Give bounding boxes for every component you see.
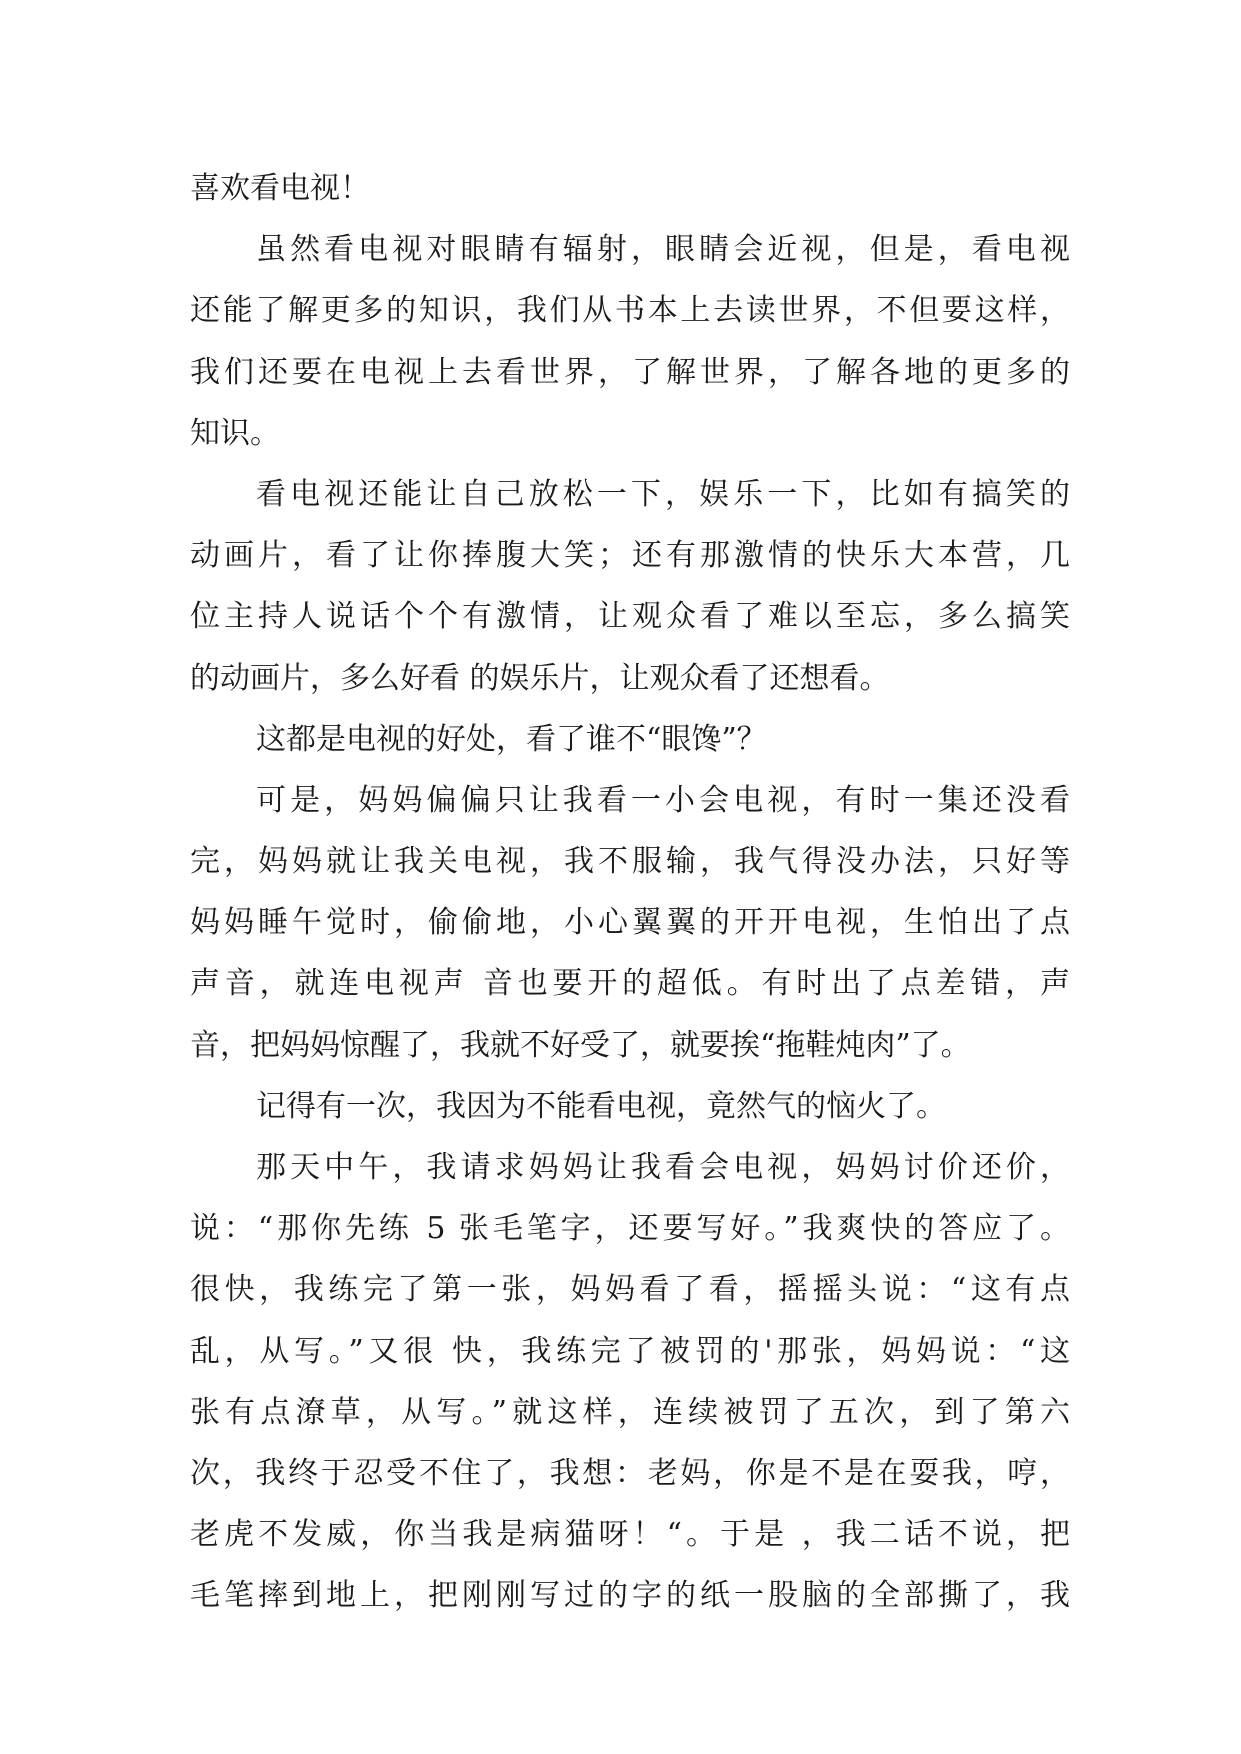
text-line: 完，妈妈就让我关电视，我不服输，我气得没办法，只好等: [190, 844, 1070, 880]
text-line: 很快，我练完了第一张，妈妈看了看，摇摇头说：“这有点: [190, 1272, 1070, 1308]
text-line: 喜欢看电视！: [190, 171, 370, 206]
text-line: 动画片，看了让你捧腹大笑；还有那激情的快乐大本营，几: [190, 538, 1070, 574]
text-line: 知识。: [190, 415, 280, 451]
text-line: 我们还要在电视上去看世界，了解世界，了解各地的更多的: [190, 354, 1070, 390]
text-line: 的动画片，多么好看 的娱乐片，让观众看了还想看。: [190, 660, 890, 696]
text-line: 看电视还能让自己放松一下，娱乐一下，比如有搞笑的: [256, 476, 1070, 512]
text-line: 张有点潦草，从写。”就这样，连续被罚了五次，到了第六: [190, 1394, 1070, 1430]
text-line: 音，把妈妈惊醒了，我就不好受了，就要挨“拖鞋炖肉”了。: [190, 1027, 971, 1063]
text-line: 乱，从写。”又很 快，我练完了被罚的'那张，妈妈说：“这: [190, 1333, 1070, 1369]
text-line: 这都是电视的好处，看了谁不“眼馋”？: [256, 721, 767, 757]
text-line: 声音，就连电视声 音也要开的超低。有时出了点差错，声: [190, 966, 1070, 1002]
text-line: 还能了解更多的知识，我们从书本上去读世界，不但要这样，: [190, 293, 1070, 329]
text-line: 老虎不发威，你当我是病猫呀！“。于是 ，我二话不说，把: [190, 1517, 1070, 1553]
text-line: 可是，妈妈偏偏只让我看一小会电视，有时一集还没看: [256, 782, 1070, 818]
text-line: 记得有一次，我因为不能看电视，竟然气的恼火了。: [256, 1088, 946, 1124]
text-line: 毛笔摔到地上，把刚刚写过的字的纸一股脑的全部撕了，我: [190, 1578, 1070, 1614]
text-line: 虽然看电视对眼睛有辐射，眼睛会近视，但是，看电视: [256, 232, 1070, 268]
text-line: 妈妈睡午觉时，偷偷地，小心翼翼的开开电视，生怕出了点: [190, 905, 1070, 941]
text-line: 位主持人说话个个有激情，让观众看了难以至忘，多么搞笑: [190, 599, 1070, 635]
body-text: [190, 158, 1070, 1627]
text-line: 那天中午，我请求妈妈让我看会电视，妈妈讨价还价，: [256, 1150, 1070, 1185]
text-line: 次，我终于忍受不住了，我想：老妈，你是不是在耍我，哼，: [190, 1455, 1070, 1491]
text-line: 说：“那你先练 5 张毛笔字，还要写好。”我爽快的答应了。: [190, 1211, 1070, 1247]
